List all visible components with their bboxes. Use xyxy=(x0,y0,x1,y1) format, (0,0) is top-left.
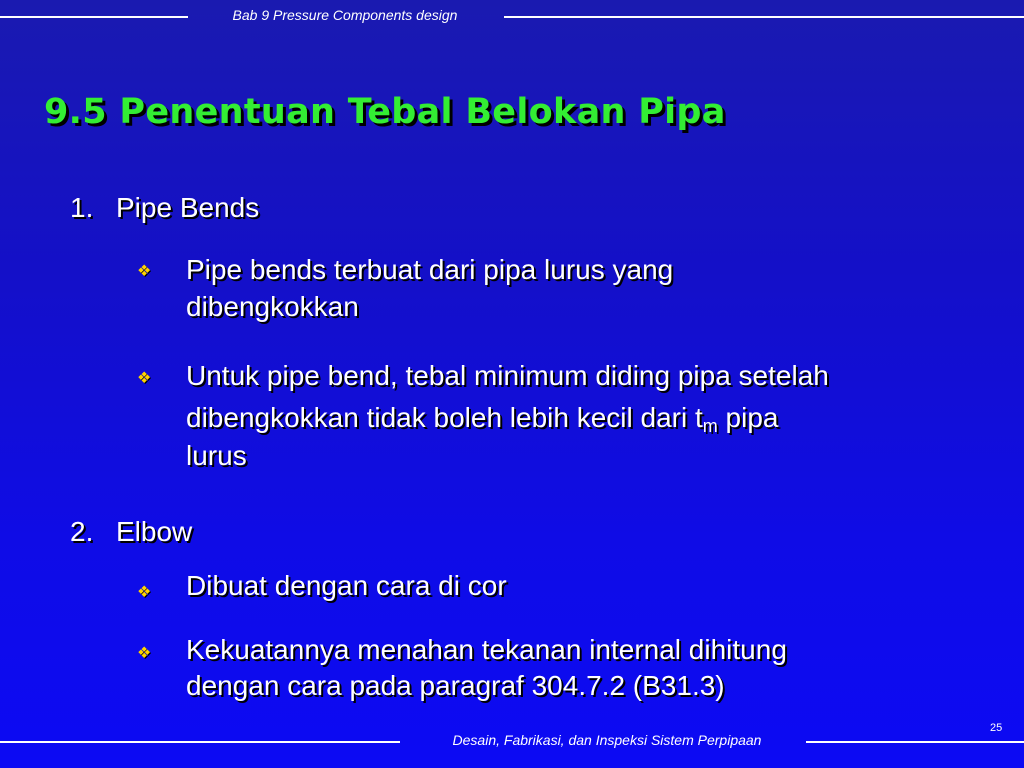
bullet-line: Dibuat dengan cara di cor xyxy=(186,570,507,601)
section-number: 1. xyxy=(70,192,94,223)
bullet-line: Pipe bends terbuat dari pipa lurus yang xyxy=(186,254,674,285)
section-heading-elbow xyxy=(70,512,192,552)
bullet-text-segment: pipa xyxy=(717,402,779,433)
bullet-line xyxy=(186,398,1006,438)
bullet-item xyxy=(186,630,1006,706)
section-number: 2. xyxy=(70,516,94,547)
bullet-line: dibengkokkan xyxy=(186,291,359,322)
footer-text: Desain, Fabrikasi, dan Inspeksi Sistem Perpipaan xyxy=(452,732,762,748)
diamond-bullet-icon: ❖ xyxy=(137,584,152,601)
footer-rule-left xyxy=(0,741,400,743)
bullet-item xyxy=(186,566,1006,606)
section-heading: Pipe Bends xyxy=(116,192,260,223)
bullet-line: dengan cara pada paragraf 304.7.2 (B31.3) xyxy=(186,670,725,701)
bullet-item xyxy=(186,250,1006,327)
slide-title: 9.5 Penentuan Tebal Belokan Pipa xyxy=(44,92,726,132)
bullet-line: lurus xyxy=(186,440,247,471)
footer-rule-right xyxy=(806,741,1024,743)
diamond-bullet-icon: ❖ xyxy=(137,263,152,280)
page-number: 25 xyxy=(990,722,1003,734)
diamond-bullet-icon: ❖ xyxy=(137,370,152,387)
section-heading: Elbow xyxy=(116,516,193,547)
bullet-line: Kekuatannya menahan tekanan internal dihitung xyxy=(186,634,787,665)
bullet-line: Untuk pipe bend, tebal minimum diding pipa setelah xyxy=(186,360,829,391)
header-text: Bab 9 Pressure Components design xyxy=(232,7,458,23)
header-rule-left xyxy=(0,16,188,18)
header-rule-right xyxy=(504,16,1024,18)
section-heading-pipe-bends xyxy=(70,188,259,228)
diamond-bullet-icon: ❖ xyxy=(137,645,152,662)
bullet-item xyxy=(186,356,1006,476)
subscript-m: m xyxy=(702,416,718,436)
bullet-text-segment: dibengkokkan tidak boleh lebih kecil dari t xyxy=(186,402,703,433)
